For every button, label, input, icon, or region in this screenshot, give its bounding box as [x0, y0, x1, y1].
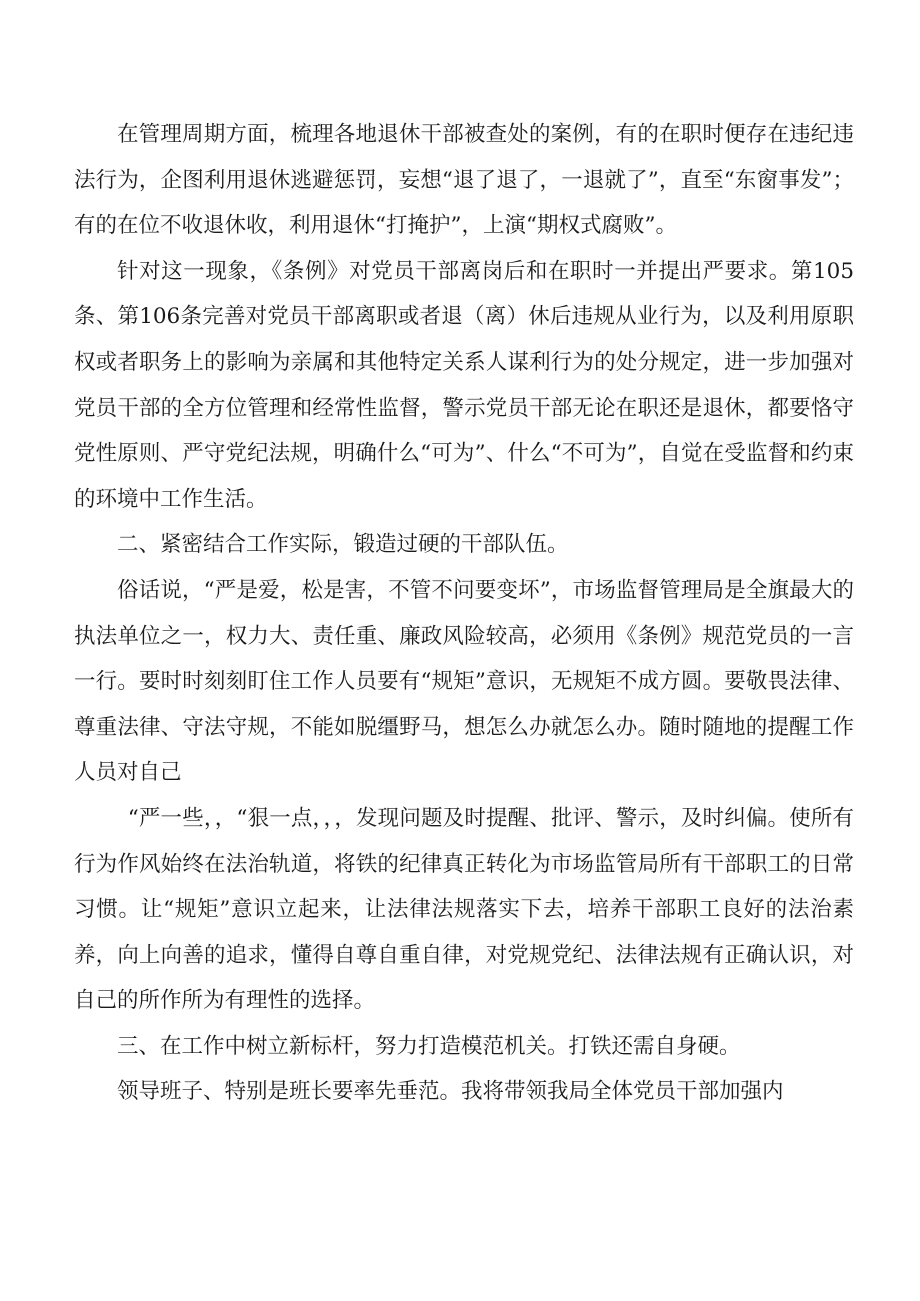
paragraph-regulation-requirements: 针对这一现象，《条例》对党员干部离岗后和在职时一并提出严要求。第105条、第106条完善对党员干部离职或者退（离）休后违规从业行为，以及利用原职权或者职务上的影响为亲属和其他特定关系人谋利行为的处分规定，进一步加强对党员干部的全方位管理和经常性监督，警示党员干部无论在职还是退休，都要恪守党性原则、严守党纪法规，明确什么“可为”、什么“不可为”，自觉在受监督和约束的环境中工作生活。: [74, 258, 854, 512]
paragraph-leadership: 领导班子、特别是班长要率先垂范。我将带领我局全体党员干部加强内: [117, 1079, 784, 1105]
section-heading-three: 三、在工作中树立新标杆，努力打造模范机关。打铁还需自身硬。: [117, 1033, 741, 1059]
paragraph-market-supervision: 俗话说，“严是爱，松是害，不管不问要变坏”，市场监督管理局是全旗最大的执法单位之一，权力大、责任重、廉政风险较高，必须用《条例》规范党员的一言一行。要时时刻刻盯住工作人员要有“规矩”意识，无规矩不成方圆。要敬畏法律、尊重法律、守法守规，不能如脱缰野马，想怎么办就怎么办。随时随地的提醒工作人员对自己: [74, 577, 854, 786]
section-heading-two: 二、紧密结合工作实际，锻造过硬的干部队伍。: [117, 532, 569, 558]
paragraph-strict-discipline: “严一些，，“狠一点，，，发现问题及时提醒、批评、警示，及时纠偏。使所有行为作风始终在法治轨道，将铁的纪律真正转化为市场监管局所有干部职工的日常习惯。让“规矩”意识立起来，让法律法规落实下去，培养干部职工良好的法治素养，向上向善的追求，懂得自尊自重自律，对党规党纪、法律法规有正确认识，对自己的所作所为有理性的选择。: [74, 805, 854, 1014]
document-body: [74, 112, 854, 1115]
paragraph-retirement-cases: 在管理周期方面，梳理各地退休干部被查处的案例，有的在职时便存在违纪违法行为，企图利用退休逃避惩罚，妄想“退了退了，一退就了”，直至“东窗事发”；有的在位不收退休收，利用退休“打掩护”，上演“期权式腐败”。: [74, 122, 854, 239]
